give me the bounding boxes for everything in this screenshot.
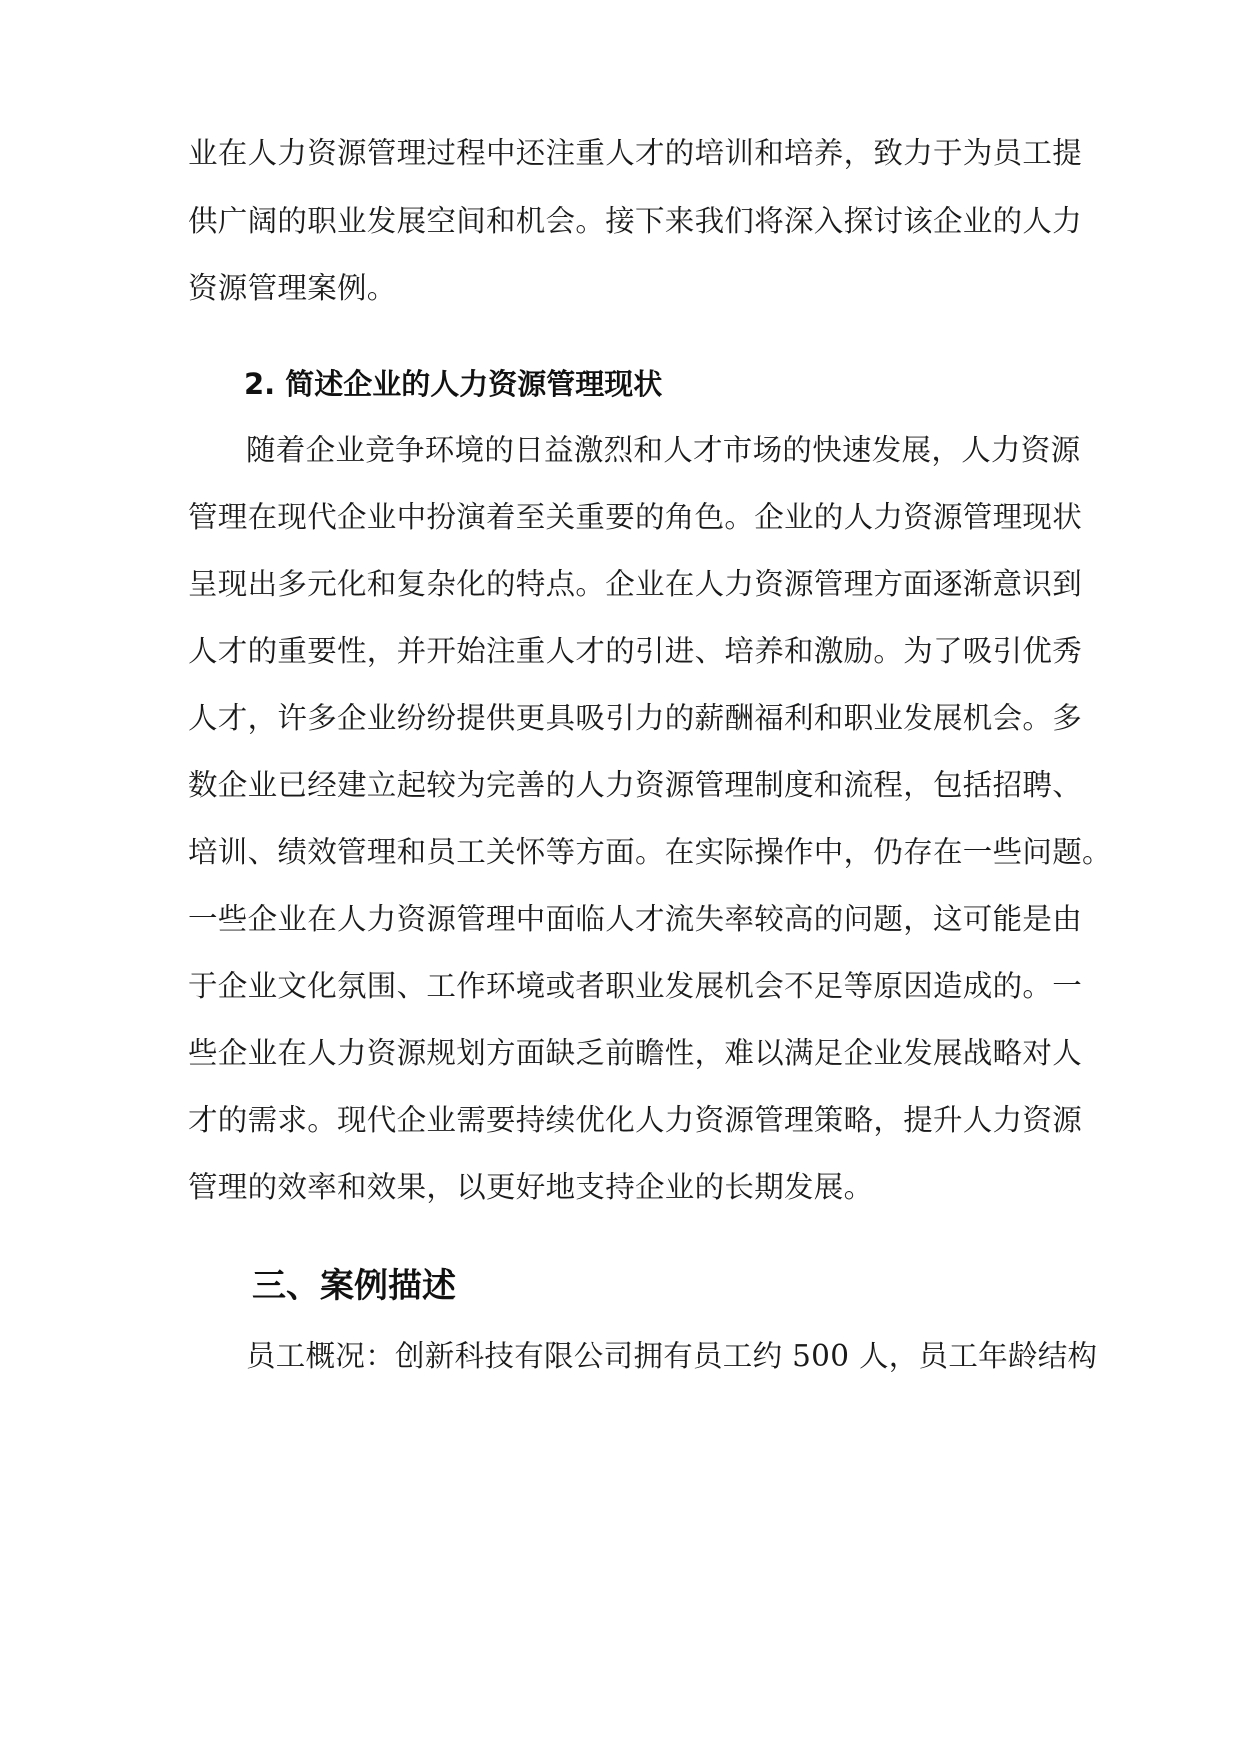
section-2-line-11: 才的需求。现代企业需要持续优化人力资源管理策略，提升人力资源 (188, 1103, 1083, 1137)
intro-line-1: 业在人力资源管理过程中还注重人才的培训和培养，致力于为员工提 (188, 136, 1083, 170)
section-2-line-5: 人才，许多企业纷纷提供更具吸引力的薪酬福利和职业发展机会。多 (188, 701, 1083, 735)
section-2-line-3: 呈现出多元化和复杂化的特点。企业在人力资源管理方面逐渐意识到 (188, 567, 1083, 601)
section-3-line-1: 员工概况：创新科技有限公司拥有员工约 500 人，员工年龄结构 (246, 1339, 1098, 1373)
section-2-line-1: 随着企业竞争环境的日益激烈和人才市场的快速发展，人力资源 (246, 433, 1081, 467)
section-2-line-2: 管理在现代企业中扮演着至关重要的角色。企业的人力资源管理现状 (188, 500, 1083, 534)
intro-line-2: 供广阔的职业发展空间和机会。接下来我们将深入探讨该企业的人力 (188, 204, 1083, 238)
section-2-line-10: 些企业在人力资源规划方面缺乏前瞻性，难以满足企业发展战略对人 (188, 1036, 1083, 1070)
section-2-heading: 2. 简述企业的人力资源管理现状 (244, 367, 663, 401)
section-3-heading: 三、案例描述 (252, 1266, 456, 1306)
section-2-line-12: 管理的效率和效果，以更好地支持企业的长期发展。 (188, 1170, 874, 1204)
section-2-line-4: 人才的重要性，并开始注重人才的引进、培养和激励。为了吸引优秀 (188, 634, 1083, 668)
section-2-line-8: 一些企业在人力资源管理中面临人才流失率较高的问题，这可能是由 (188, 902, 1083, 936)
section-2-line-6: 数企业已经建立起较为完善的人力资源管理制度和流程，包括招聘、 (188, 768, 1083, 802)
intro-line-3: 资源管理案例。 (188, 271, 397, 305)
section-2-line-7: 培训、绩效管理和员工关怀等方面。在实际操作中，仍存在一些问题。 (188, 835, 1112, 869)
section-2-line-9: 于企业文化氛围、工作环境或者职业发展机会不足等原因造成的。一 (188, 969, 1083, 1003)
